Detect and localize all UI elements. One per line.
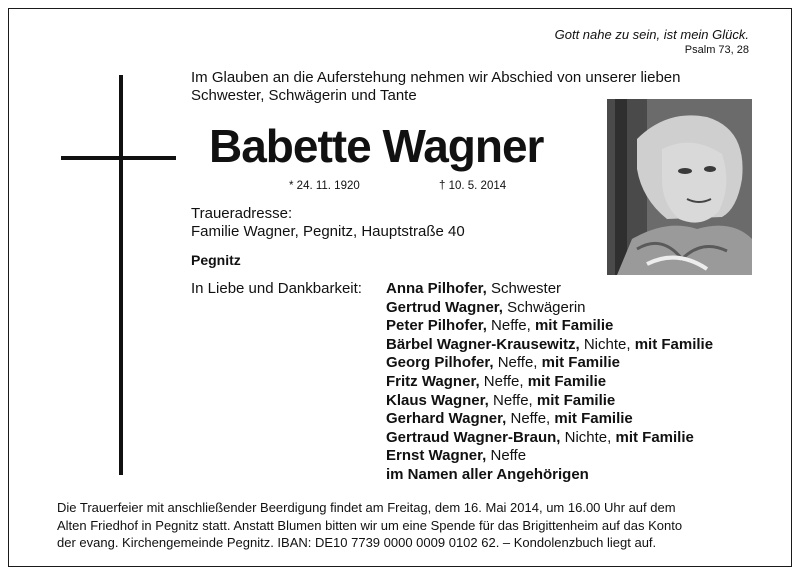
portrait-photo (607, 99, 752, 275)
mourner-item (386, 447, 713, 466)
mourner-family: mit Familie (615, 428, 694, 446)
mourner-family: mit Familie (541, 354, 620, 372)
mourner-item (386, 429, 713, 448)
mourner-name: Gertrud Wagner, (386, 298, 503, 316)
intro-line-1: Im Glauben an die Auferstehung nehmen wir Abschied von unserer lieben (191, 69, 681, 86)
mourner-item (386, 354, 713, 373)
funeral-info (57, 499, 757, 552)
funeral-info-line-3: der evang. Kirchengemeinde Pegnitz. IBAN: DE10 7739 0000 0009 0102 62. – Kondolenzbuch liegt auf. (57, 535, 657, 550)
mourner-name: Fritz Wagner, (386, 372, 480, 390)
mourner-name: Anna Pilhofer, (386, 280, 487, 297)
obituary-notice (8, 8, 792, 567)
place-name: Pegnitz (191, 252, 241, 268)
funeral-info-line-2: Alten Friedhof in Pegnitz statt. Anstatt Blumen bitten wir um eine Spende für das Brigittenheim auf das Konto (57, 517, 683, 533)
mourner-family: mit Familie (534, 317, 614, 335)
mourner-name: Georg Pilhofer, (386, 354, 494, 372)
mourners-closing: im Namen aller Angehörigen (386, 465, 589, 483)
mourner-relation: Schwester (486, 280, 562, 297)
mourner-name: Gertraud Wagner-Braun, (386, 428, 561, 446)
mourner-relation: Neffe (486, 447, 527, 465)
mourner-item (386, 336, 713, 355)
mourner-relation: Schwägerin (502, 298, 586, 316)
mourner-item (386, 373, 713, 392)
mourner-relation: Neffe, (479, 372, 528, 390)
mourner-name: Klaus Wagner, (386, 391, 489, 409)
quote-text: Gott nahe zu sein, ist mein Glück. (554, 27, 749, 42)
mourner-item (386, 317, 713, 336)
mourner-item (386, 392, 713, 411)
portrait-illustration (607, 99, 752, 275)
mourner-item (386, 280, 713, 299)
mourning-address (191, 205, 465, 241)
mourner-item (386, 299, 713, 318)
mourner-relation: Nichte, (560, 428, 616, 446)
cross-horizontal-bar (61, 156, 176, 160)
mourners-label: In Liebe und Dankbarkeit: (191, 280, 362, 297)
mourner-family: mit Familie (527, 372, 607, 390)
bible-quote (555, 27, 749, 57)
mourner-item (386, 410, 713, 429)
mourner-relation: Neffe, (493, 354, 542, 372)
mourner-relation: Neffe, (488, 391, 537, 409)
cross-vertical-bar (119, 75, 123, 475)
mourner-name: Gerhard Wagner, (386, 410, 507, 428)
mourner-family: mit Familie (634, 335, 714, 353)
mourner-name: Bärbel Wagner-Krausewitz, (386, 335, 580, 353)
intro-line-2: Schwester, Schwägerin und Tante (191, 87, 417, 104)
mourner-family: mit Familie (554, 410, 633, 428)
birth-date: * 24. 11. 1920 (289, 180, 360, 192)
address-value: Familie Wagner, Pegnitz, Hauptstraße 40 (191, 223, 465, 240)
mourner-name: Ernst Wagner, (386, 447, 487, 465)
mourner-relation: Neffe, (486, 317, 535, 335)
funeral-info-line-1: Die Trauerfeier mit anschließender Beerdigung findet am Freitag, dem 16. Mai 2014, um 16.00 Uhr auf dem (57, 500, 676, 515)
quote-reference: Psalm 73, 28 (684, 44, 749, 56)
address-label: Traueradresse: (191, 205, 293, 222)
mourners-list (386, 280, 713, 485)
mourner-relation: Neffe, (506, 410, 555, 428)
deceased-name: Babette Wagner (209, 120, 544, 172)
mourner-relation: Nichte, (579, 335, 635, 353)
mourner-name: Peter Pilhofer, (386, 317, 487, 335)
death-date: † 10. 5. 2014 (439, 180, 507, 192)
mourner-family: mit Familie (536, 391, 616, 409)
